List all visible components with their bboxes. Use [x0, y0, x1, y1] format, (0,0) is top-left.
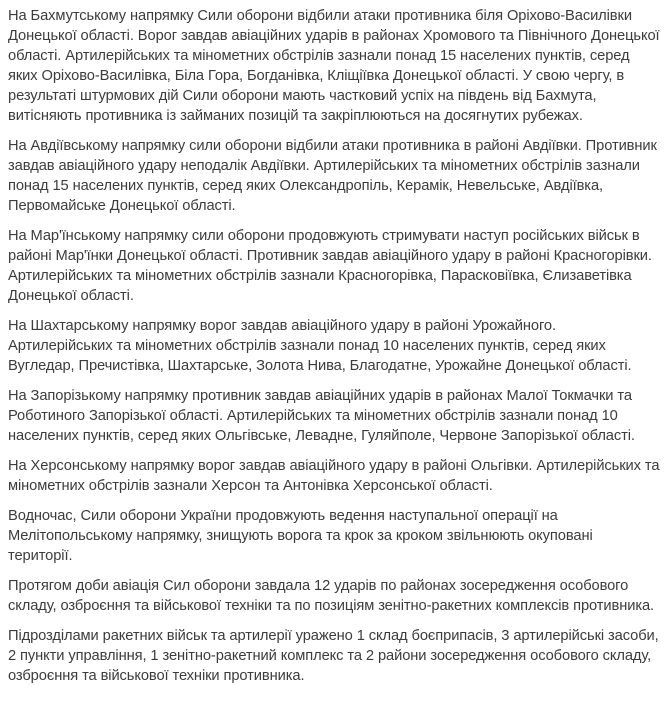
paragraph-aviation-strikes: Протягом доби авіація Сил оборони завдала 12 ударів по районах зосередження особового складу, озброєння та військової техніки та по позиціям зенітно-ракетних комплексів противника. — [8, 578, 655, 614]
paragraph-zaporizhzhia-direction: На Запорізькому напрямку противник завдав авіаційних ударів в районах Малої Токмачки та Роботиного Запорізької області. Артилерійських та мінометних обстрілів зазнали понад 10 населених пунктів, серед яких Ольгівське, Левадне, Гуляйполе, Червоне Запорізької області. — [8, 388, 635, 444]
paragraph-marinka-direction: На Мар'їнському напрямку сили оборони продовжують стримувати наступ російських військ в районі Мар'їнки Донецької області. Противник завдав авіаційного удару в районі Красногорівки. Артилерійських та мінометних обстрілів зазнали Красногорівка, Парасковіївка, Єлизаветівка Донецької області. — [8, 228, 652, 304]
paragraph-avdiivka-direction: На Авдіївському напрямку сили оборони відбили атаки противника в районі Авдіївки. Противник завдав авіаційного удару неподалік Авдіївки. Артилерійських та мінометних обстрілів зазнали понад 15 населених пунктів, серед яких Олександропіль, Керамік, Невельське, Авдіївка, Первомайське Донецької області. — [8, 138, 657, 214]
paragraph-bakhmut-direction: На Бахмутському напрямку Сили оборони відбили атаки противника біля Оріхово-Василівки Донецької області. Ворог завдав авіаційних ударів в районах Хромового та Північного Донецької області. Артилерійських та мінометних обстрілів зазнали понад 15 населених пунктів, серед яких Оріхово-Василівка, Біла Гора, Богданівка, Кліщіївка Донецької області. У свою чергу, в результаті штурмових дій Сили оборони мають частковий успіх на південь від Бахмута, витісняють противника із займаних позицій та закріплюються на досягнутих рубежах. — [8, 8, 660, 124]
paragraph-melitopol-operation: Водночас, Сили оборони України продовжують ведення наступальної операції на Мелітопольському напрямку, знищують ворога та крок за кроком звільнюють окуповані території. — [8, 508, 593, 564]
paragraph-shakhtarsk-direction: На Шахтарському напрямку ворог завдав авіаційного удару в районі Урожайного. Артилерійських та мінометних обстрілів зазнали понад 10 населених пунктів, серед яких Вугледар, Пречистівка, Шахтарське, Золота Нива, Благодатне, Урожайне Донецької області. — [8, 318, 632, 374]
paragraph-kherson-direction: На Херсонському напрямку ворог завдав авіаційного удару в районі Ольгівки. Артилерійських та мінометних обстрілів зазнали Херсон та Антонівка Херсонської області. — [8, 458, 660, 494]
paragraph-missile-artillery-strikes: Підрозділами ракетних військ та артилерії уражено 1 склад боєприпасів, 3 артилерійські засоби, 2 пункти управління, 1 зенітно-ракетний комплекс та 2 райони зосередження особового складу, озброєння та військової техніки противника. — [8, 628, 659, 684]
